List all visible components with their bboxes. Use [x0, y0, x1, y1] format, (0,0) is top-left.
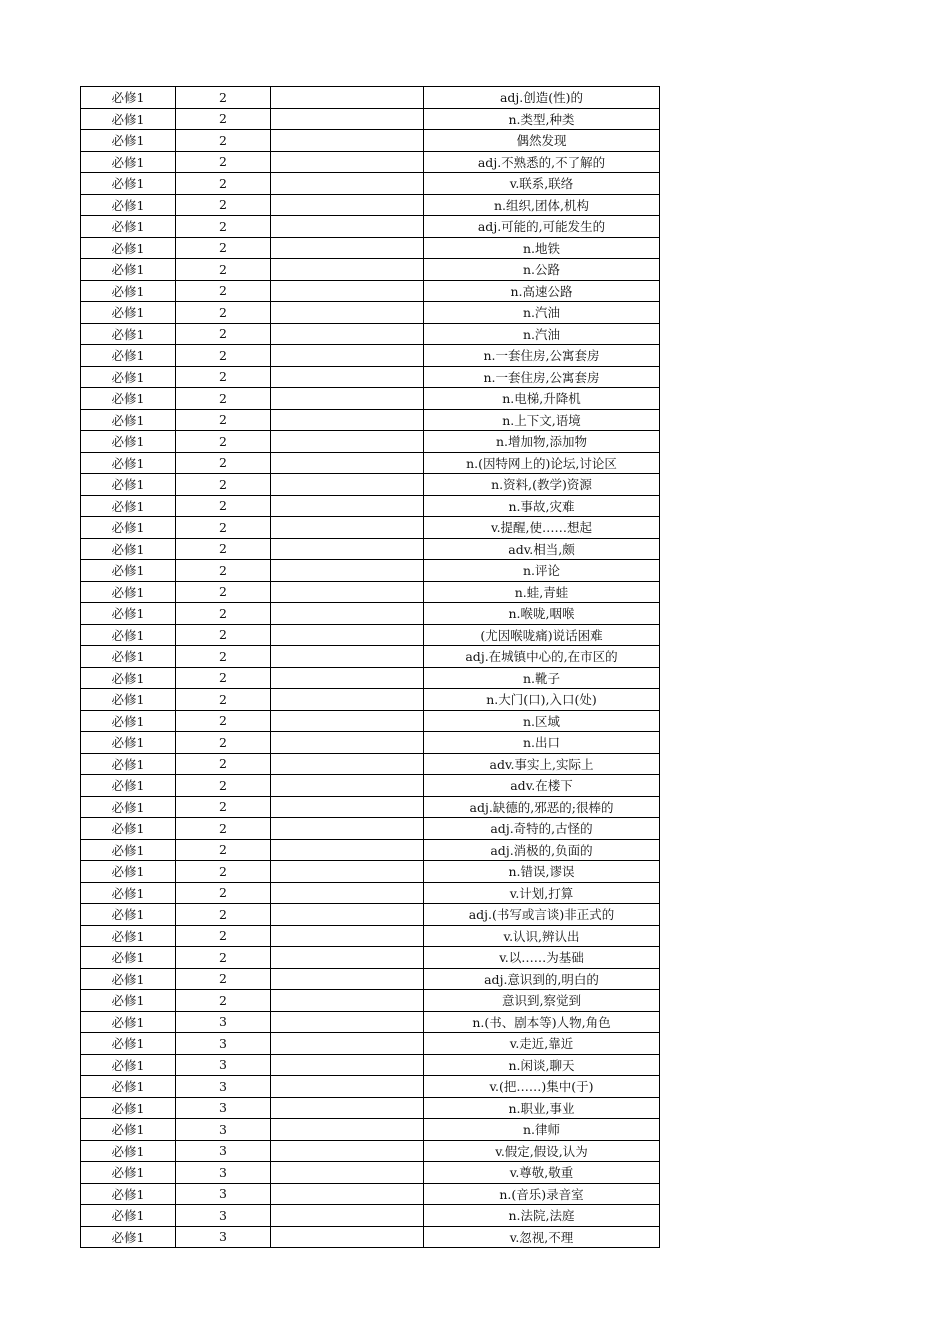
- meaning-cell: adj.消极的,负面的: [424, 839, 660, 861]
- table-row: [81, 818, 660, 840]
- meaning-cell: n.一套住房,公寓套房: [424, 366, 660, 388]
- table-row: [81, 1140, 660, 1162]
- module-cell: 必修1: [81, 947, 176, 969]
- unit-cell: 3: [176, 1183, 271, 1205]
- unit-cell: 2: [176, 818, 271, 840]
- meaning-cell: v.以……为基础: [424, 947, 660, 969]
- word-cell: [271, 108, 424, 130]
- word-cell: [271, 1011, 424, 1033]
- module-cell: 必修1: [81, 667, 176, 689]
- table-row: [81, 194, 660, 216]
- meaning-cell: v.走近,靠近: [424, 1033, 660, 1055]
- module-cell: 必修1: [81, 302, 176, 324]
- table-row: [81, 1162, 660, 1184]
- module-cell: 必修1: [81, 151, 176, 173]
- word-cell: [271, 1033, 424, 1055]
- meaning-cell: adj.意识到的,明白的: [424, 968, 660, 990]
- table-row: [81, 280, 660, 302]
- word-cell: [271, 517, 424, 539]
- table-row: [81, 474, 660, 496]
- module-cell: 必修1: [81, 646, 176, 668]
- table-row: [81, 560, 660, 582]
- word-cell: [271, 968, 424, 990]
- module-cell: 必修1: [81, 925, 176, 947]
- word-cell: [271, 237, 424, 259]
- unit-cell: 2: [176, 87, 271, 109]
- unit-cell: 2: [176, 431, 271, 453]
- unit-cell: 2: [176, 366, 271, 388]
- meaning-cell: n.组织,团体,机构: [424, 194, 660, 216]
- meaning-cell: n.地铁: [424, 237, 660, 259]
- table-row: [81, 216, 660, 238]
- unit-cell: 2: [176, 710, 271, 732]
- table-row: [81, 237, 660, 259]
- word-cell: [271, 1205, 424, 1227]
- table-row: [81, 1119, 660, 1141]
- word-cell: [271, 431, 424, 453]
- unit-cell: 2: [176, 861, 271, 883]
- unit-cell: 3: [176, 1054, 271, 1076]
- table-row: [81, 452, 660, 474]
- table-row: [81, 667, 660, 689]
- module-cell: 必修1: [81, 1076, 176, 1098]
- word-cell: [271, 775, 424, 797]
- meaning-cell: n.出口: [424, 732, 660, 754]
- unit-cell: 2: [176, 259, 271, 281]
- meaning-cell: n.类型,种类: [424, 108, 660, 130]
- module-cell: 必修1: [81, 130, 176, 152]
- unit-cell: 2: [176, 603, 271, 625]
- unit-cell: 2: [176, 173, 271, 195]
- module-cell: 必修1: [81, 990, 176, 1012]
- table-row: [81, 1076, 660, 1098]
- table-row: [81, 87, 660, 109]
- word-cell: [271, 409, 424, 431]
- unit-cell: 2: [176, 108, 271, 130]
- meaning-cell: n.职业,事业: [424, 1097, 660, 1119]
- module-cell: 必修1: [81, 710, 176, 732]
- word-cell: [271, 452, 424, 474]
- unit-cell: 2: [176, 452, 271, 474]
- module-cell: 必修1: [81, 323, 176, 345]
- unit-cell: 2: [176, 323, 271, 345]
- word-cell: [271, 1097, 424, 1119]
- word-cell: [271, 345, 424, 367]
- meaning-cell: adv.在楼下: [424, 775, 660, 797]
- module-cell: 必修1: [81, 1183, 176, 1205]
- meaning-cell: adj.奇特的,古怪的: [424, 818, 660, 840]
- module-cell: 必修1: [81, 603, 176, 625]
- table-row: [81, 581, 660, 603]
- table-row: [81, 302, 660, 324]
- module-cell: 必修1: [81, 818, 176, 840]
- unit-cell: 2: [176, 388, 271, 410]
- word-cell: [271, 796, 424, 818]
- meaning-cell: n.增加物,添加物: [424, 431, 660, 453]
- word-cell: [271, 1140, 424, 1162]
- meaning-cell: n.喉咙,咽喉: [424, 603, 660, 625]
- unit-cell: 3: [176, 1119, 271, 1141]
- module-cell: 必修1: [81, 753, 176, 775]
- module-cell: 必修1: [81, 732, 176, 754]
- unit-cell: 2: [176, 495, 271, 517]
- meaning-cell: adj.不熟悉的,不了解的: [424, 151, 660, 173]
- module-cell: 必修1: [81, 495, 176, 517]
- table-row: [81, 1183, 660, 1205]
- module-cell: 必修1: [81, 882, 176, 904]
- meaning-cell: n.电梯,升降机: [424, 388, 660, 410]
- module-cell: 必修1: [81, 968, 176, 990]
- module-cell: 必修1: [81, 796, 176, 818]
- unit-cell: 3: [176, 1140, 271, 1162]
- module-cell: 必修1: [81, 517, 176, 539]
- word-cell: [271, 904, 424, 926]
- table-row: [81, 538, 660, 560]
- module-cell: 必修1: [81, 861, 176, 883]
- module-cell: 必修1: [81, 624, 176, 646]
- meaning-cell: v.联系,联络: [424, 173, 660, 195]
- meaning-cell: v.忽视,不理: [424, 1226, 660, 1248]
- module-cell: 必修1: [81, 904, 176, 926]
- unit-cell: 2: [176, 947, 271, 969]
- meaning-cell: (尤因喉咙痛)说话困难: [424, 624, 660, 646]
- meaning-cell: n.律师: [424, 1119, 660, 1141]
- table-row: [81, 1033, 660, 1055]
- word-cell: [271, 1119, 424, 1141]
- word-cell: [271, 538, 424, 560]
- module-cell: 必修1: [81, 194, 176, 216]
- meaning-cell: n.闲谈,聊天: [424, 1054, 660, 1076]
- unit-cell: 2: [176, 517, 271, 539]
- meaning-cell: adj.缺德的,邪恶的;很棒的: [424, 796, 660, 818]
- word-cell: [271, 495, 424, 517]
- word-cell: [271, 947, 424, 969]
- module-cell: 必修1: [81, 560, 176, 582]
- table-row: [81, 517, 660, 539]
- table-row: [81, 1011, 660, 1033]
- meaning-cell: adv.事实上,实际上: [424, 753, 660, 775]
- module-cell: 必修1: [81, 345, 176, 367]
- unit-cell: 2: [176, 474, 271, 496]
- word-cell: [271, 280, 424, 302]
- unit-cell: 2: [176, 216, 271, 238]
- module-cell: 必修1: [81, 280, 176, 302]
- table-row: [81, 796, 660, 818]
- module-cell: 必修1: [81, 689, 176, 711]
- meaning-cell: n.(书、剧本等)人物,角色: [424, 1011, 660, 1033]
- unit-cell: 2: [176, 775, 271, 797]
- unit-cell: 2: [176, 194, 271, 216]
- meaning-cell: 偶然发现: [424, 130, 660, 152]
- word-cell: [271, 1226, 424, 1248]
- table-row: [81, 968, 660, 990]
- module-cell: 必修1: [81, 1162, 176, 1184]
- word-cell: [271, 839, 424, 861]
- table-row: [81, 925, 660, 947]
- meaning-cell: v.提醒,使……想起: [424, 517, 660, 539]
- unit-cell: 2: [176, 581, 271, 603]
- table-row: [81, 1205, 660, 1227]
- word-cell: [271, 1162, 424, 1184]
- module-cell: 必修1: [81, 581, 176, 603]
- table-row: [81, 1226, 660, 1248]
- unit-cell: 3: [176, 1097, 271, 1119]
- table-row: [81, 775, 660, 797]
- table-row: [81, 1054, 660, 1076]
- module-cell: 必修1: [81, 1205, 176, 1227]
- unit-cell: 2: [176, 409, 271, 431]
- vocabulary-table-body: [81, 87, 660, 1248]
- table-row: [81, 646, 660, 668]
- table-row: [81, 904, 660, 926]
- table-row: [81, 1097, 660, 1119]
- word-cell: [271, 173, 424, 195]
- unit-cell: 2: [176, 538, 271, 560]
- module-cell: 必修1: [81, 775, 176, 797]
- meaning-cell: n.高速公路: [424, 280, 660, 302]
- meaning-cell: n.大门(口),入口(处): [424, 689, 660, 711]
- module-cell: 必修1: [81, 1033, 176, 1055]
- unit-cell: 3: [176, 1205, 271, 1227]
- module-cell: 必修1: [81, 839, 176, 861]
- meaning-cell: n.(因特网上的)论坛,讨论区: [424, 452, 660, 474]
- table-row: [81, 108, 660, 130]
- unit-cell: 2: [176, 560, 271, 582]
- unit-cell: 2: [176, 237, 271, 259]
- table-row: [81, 495, 660, 517]
- unit-cell: 2: [176, 280, 271, 302]
- meaning-cell: adj.(书写或言谈)非正式的: [424, 904, 660, 926]
- meaning-cell: n.资料,(教学)资源: [424, 474, 660, 496]
- unit-cell: 2: [176, 302, 271, 324]
- module-cell: 必修1: [81, 474, 176, 496]
- table-row: [81, 409, 660, 431]
- table-row: [81, 689, 660, 711]
- meaning-cell: n.事故,灾难: [424, 495, 660, 517]
- table-row: [81, 603, 660, 625]
- table-row: [81, 882, 660, 904]
- word-cell: [271, 130, 424, 152]
- meaning-cell: n.(音乐)录音室: [424, 1183, 660, 1205]
- word-cell: [271, 388, 424, 410]
- word-cell: [271, 818, 424, 840]
- table-row: [81, 990, 660, 1012]
- module-cell: 必修1: [81, 1119, 176, 1141]
- meaning-cell: v.假定,假设,认为: [424, 1140, 660, 1162]
- meaning-cell: adv.相当,颇: [424, 538, 660, 560]
- meaning-cell: v.尊敬,敬重: [424, 1162, 660, 1184]
- table-row: [81, 323, 660, 345]
- word-cell: [271, 753, 424, 775]
- word-cell: [271, 689, 424, 711]
- module-cell: 必修1: [81, 1226, 176, 1248]
- word-cell: [271, 560, 424, 582]
- word-cell: [271, 710, 424, 732]
- unit-cell: 2: [176, 968, 271, 990]
- unit-cell: 3: [176, 1076, 271, 1098]
- table-row: [81, 130, 660, 152]
- module-cell: 必修1: [81, 409, 176, 431]
- module-cell: 必修1: [81, 216, 176, 238]
- meaning-cell: n.上下文,语境: [424, 409, 660, 431]
- unit-cell: 2: [176, 667, 271, 689]
- table-row: [81, 947, 660, 969]
- unit-cell: 2: [176, 882, 271, 904]
- table-row: [81, 753, 660, 775]
- word-cell: [271, 194, 424, 216]
- unit-cell: 3: [176, 1011, 271, 1033]
- meaning-cell: n.蛙,青蛙: [424, 581, 660, 603]
- module-cell: 必修1: [81, 388, 176, 410]
- unit-cell: 2: [176, 904, 271, 926]
- meaning-cell: n.汽油: [424, 323, 660, 345]
- word-cell: [271, 474, 424, 496]
- unit-cell: 3: [176, 1033, 271, 1055]
- unit-cell: 3: [176, 1162, 271, 1184]
- word-cell: [271, 1054, 424, 1076]
- unit-cell: 2: [176, 925, 271, 947]
- meaning-cell: n.法院,法庭: [424, 1205, 660, 1227]
- word-cell: [271, 732, 424, 754]
- module-cell: 必修1: [81, 108, 176, 130]
- module-cell: 必修1: [81, 452, 176, 474]
- unit-cell: 2: [176, 646, 271, 668]
- table-row: [81, 710, 660, 732]
- unit-cell: 2: [176, 753, 271, 775]
- module-cell: 必修1: [81, 1097, 176, 1119]
- word-cell: [271, 366, 424, 388]
- unit-cell: 2: [176, 839, 271, 861]
- meaning-cell: adj.在城镇中心的,在市区的: [424, 646, 660, 668]
- module-cell: 必修1: [81, 173, 176, 195]
- table-row: [81, 388, 660, 410]
- meaning-cell: n.错误,谬误: [424, 861, 660, 883]
- meaning-cell: 意识到,察觉到: [424, 990, 660, 1012]
- meaning-cell: adj.创造(性)的: [424, 87, 660, 109]
- meaning-cell: v.认识,辨认出: [424, 925, 660, 947]
- word-cell: [271, 925, 424, 947]
- meaning-cell: v.(把……)集中(于): [424, 1076, 660, 1098]
- word-cell: [271, 216, 424, 238]
- table-row: [81, 259, 660, 281]
- meaning-cell: n.靴子: [424, 667, 660, 689]
- module-cell: 必修1: [81, 366, 176, 388]
- module-cell: 必修1: [81, 1054, 176, 1076]
- meaning-cell: adj.可能的,可能发生的: [424, 216, 660, 238]
- unit-cell: 2: [176, 151, 271, 173]
- word-cell: [271, 259, 424, 281]
- meaning-cell: v.计划,打算: [424, 882, 660, 904]
- unit-cell: 2: [176, 796, 271, 818]
- module-cell: 必修1: [81, 1140, 176, 1162]
- word-cell: [271, 323, 424, 345]
- meaning-cell: n.汽油: [424, 302, 660, 324]
- table-row: [81, 431, 660, 453]
- table-row: [81, 345, 660, 367]
- word-cell: [271, 581, 424, 603]
- meaning-cell: n.一套住房,公寓套房: [424, 345, 660, 367]
- table-row: [81, 151, 660, 173]
- word-cell: [271, 1076, 424, 1098]
- module-cell: 必修1: [81, 259, 176, 281]
- meaning-cell: n.公路: [424, 259, 660, 281]
- unit-cell: 2: [176, 732, 271, 754]
- meaning-cell: n.评论: [424, 560, 660, 582]
- table-row: [81, 839, 660, 861]
- word-cell: [271, 1183, 424, 1205]
- module-cell: 必修1: [81, 87, 176, 109]
- unit-cell: 2: [176, 990, 271, 1012]
- module-cell: 必修1: [81, 1011, 176, 1033]
- unit-cell: 2: [176, 624, 271, 646]
- table-row: [81, 624, 660, 646]
- word-cell: [271, 990, 424, 1012]
- table-row: [81, 861, 660, 883]
- word-cell: [271, 861, 424, 883]
- unit-cell: 2: [176, 130, 271, 152]
- table-row: [81, 732, 660, 754]
- module-cell: 必修1: [81, 431, 176, 453]
- word-cell: [271, 151, 424, 173]
- word-cell: [271, 302, 424, 324]
- word-cell: [271, 624, 424, 646]
- module-cell: 必修1: [81, 538, 176, 560]
- unit-cell: 2: [176, 345, 271, 367]
- unit-cell: 2: [176, 689, 271, 711]
- unit-cell: 3: [176, 1226, 271, 1248]
- table-row: [81, 366, 660, 388]
- word-cell: [271, 646, 424, 668]
- meaning-cell: n.区域: [424, 710, 660, 732]
- table-row: [81, 173, 660, 195]
- module-cell: 必修1: [81, 237, 176, 259]
- word-cell: [271, 667, 424, 689]
- word-cell: [271, 87, 424, 109]
- vocabulary-table: [80, 86, 660, 1248]
- word-cell: [271, 882, 424, 904]
- word-cell: [271, 603, 424, 625]
